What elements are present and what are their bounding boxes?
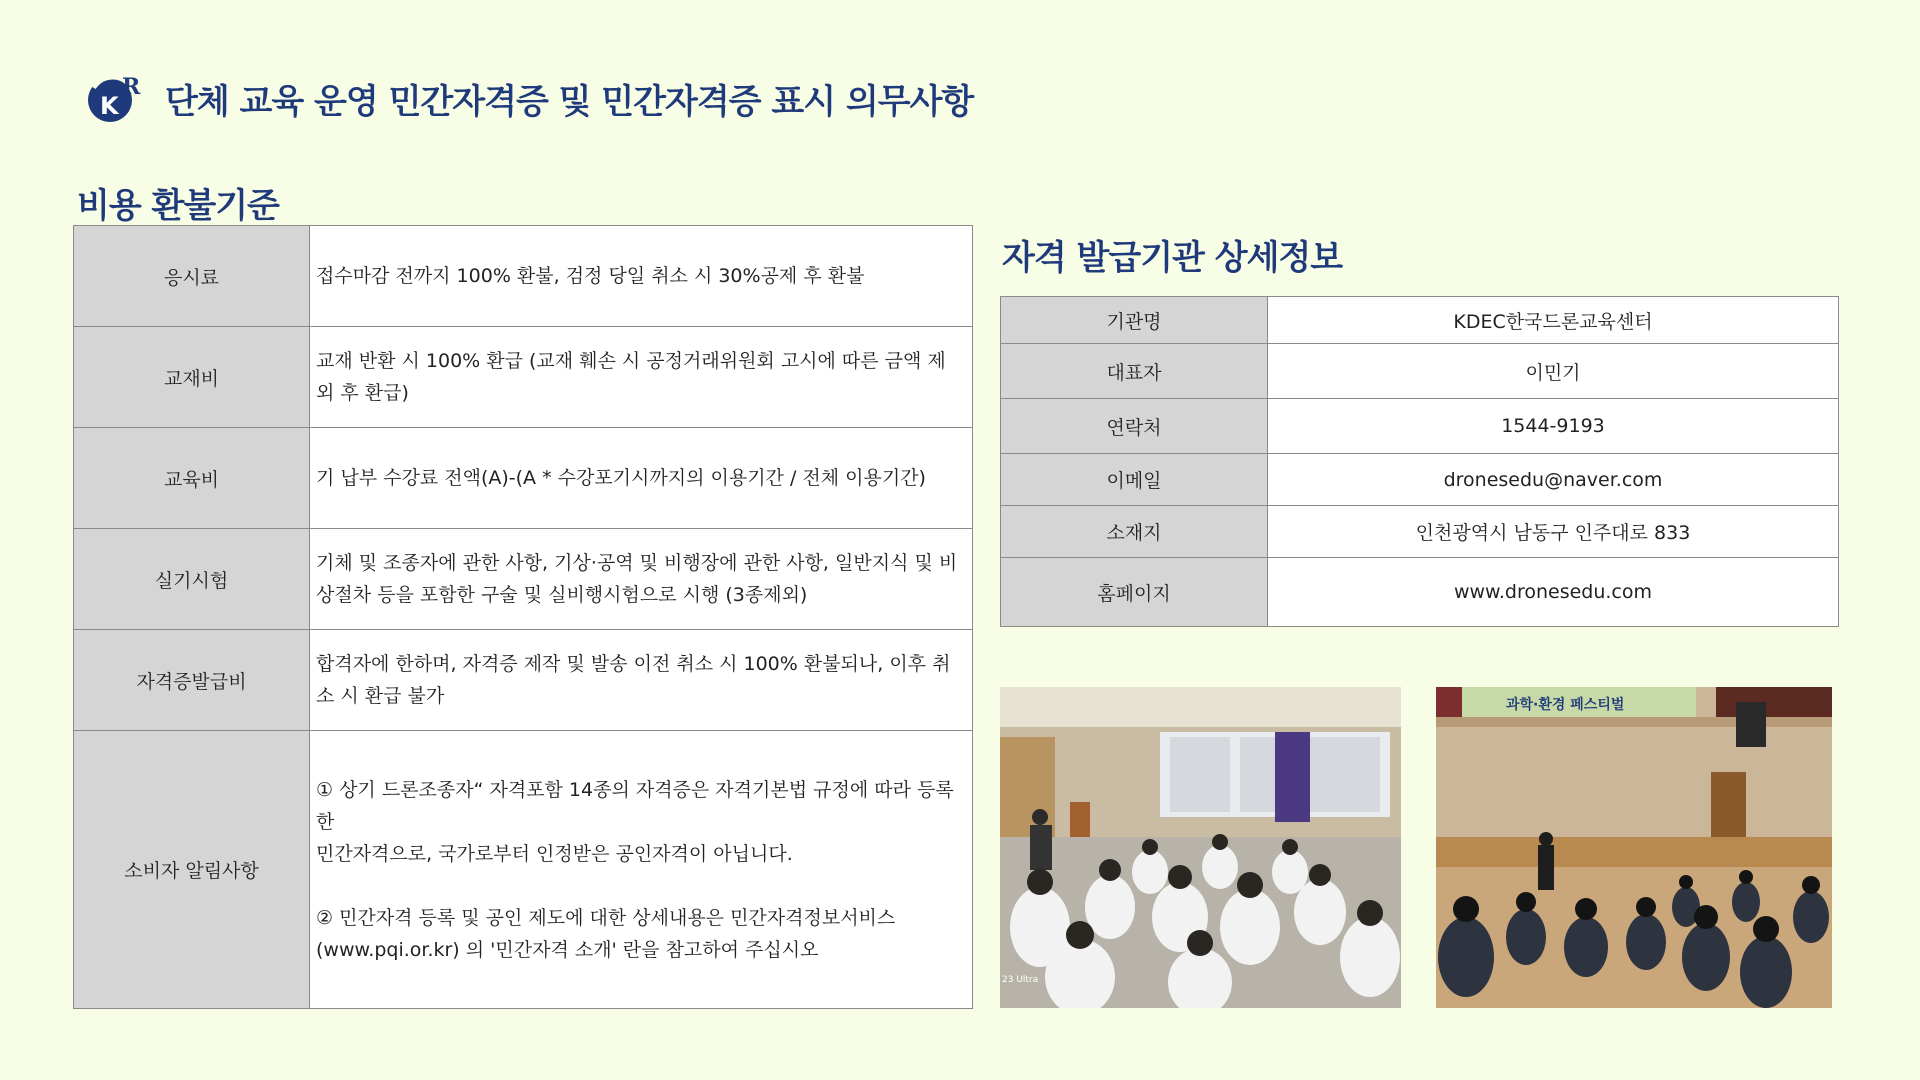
row-label: 소재지 <box>1001 506 1268 558</box>
svg-text:K: K <box>100 92 119 120</box>
row-value <box>310 327 973 428</box>
row-value: dronesedu@naver.com <box>1268 454 1839 506</box>
row-text-line: 민간자격으로, 국가로부터 인정받은 공인자격이 아닙니다. <box>316 842 793 865</box>
stage-photo <box>1436 687 1832 1008</box>
page-title: 단체 교육 운영 민간자격증 및 민간자격증 표시 의무사항 <box>165 82 974 122</box>
row-text-line: 소 시 환급 불가 <box>316 685 445 707</box>
row-value <box>310 630 973 731</box>
row-label: 실기시험 <box>74 529 310 630</box>
table-row <box>1001 454 1839 506</box>
row-text-line: 합격자에 한하며, 자격증 제작 및 발송 이전 취소 시 100% 환불되나, 이후 취 <box>316 653 951 675</box>
issuer-section-title: 자격 발급기관 상세정보 <box>1002 238 1343 278</box>
table-row <box>74 529 973 630</box>
row-text-line: 기체 및 조종자에 관한 사항, 기상·공역 및 비행장에 관한 사항, 일반지식 및 비 <box>316 552 958 574</box>
row-label: 교재비 <box>74 327 310 428</box>
row-text-line: (www.pqi.or.kr) 의 '민간자격 소개' 란을 참고하여 주십시오 <box>316 938 819 961</box>
table-row <box>1001 344 1839 399</box>
row-label: 이메일 <box>1001 454 1268 506</box>
row-label: 대표자 <box>1001 344 1268 399</box>
row-label: 교육비 <box>74 428 310 529</box>
row-value <box>310 731 973 1009</box>
table-row <box>74 630 973 731</box>
refund-table <box>73 225 973 1009</box>
row-text-line: ① 상기 드론조종자“ 자격포함 14종의 자격증은 자격기본법 규정에 따라 등록한 <box>316 778 954 833</box>
photo-caption: 23 Ultra <box>1002 975 1039 985</box>
issuer-table <box>1000 296 1839 627</box>
table-row <box>74 327 973 428</box>
table-row <box>74 428 973 529</box>
row-label: 연락처 <box>1001 399 1268 454</box>
row-value: 인천광역시 남동구 인주대로 833 <box>1268 506 1839 558</box>
refund-section-title: 비용 환불기준 <box>77 186 279 226</box>
classroom-photo <box>1000 687 1401 1008</box>
row-text-line: 외 후 환급) <box>316 382 409 404</box>
photo-banner-text: 과학·환경 페스티벌 <box>1506 697 1625 713</box>
row-value: 1544-9193 <box>1268 399 1839 454</box>
row-value <box>310 226 973 327</box>
row-text-spacer <box>316 870 966 902</box>
table-row <box>74 226 973 327</box>
row-value <box>310 428 973 529</box>
table-row <box>74 731 973 1009</box>
table-row <box>1001 297 1839 344</box>
row-value: 이민기 <box>1268 344 1839 399</box>
row-label: 홈페이지 <box>1001 558 1268 627</box>
row-value <box>310 529 973 630</box>
row-text-line: ② 민간자격 등록 및 공인 제도에 대한 상세내용은 민간자격정보서비스 <box>316 906 896 929</box>
svg-text:R: R <box>122 74 141 100</box>
row-label: 소비자 알림사항 <box>74 731 310 1009</box>
row-text-line: 접수마감 전까지 100% 환불, 검정 당일 취소 시 30%공제 후 환불 <box>316 265 865 287</box>
row-label: 응시료 <box>74 226 310 327</box>
row-label: 자격증발급비 <box>74 630 310 731</box>
kr-logo <box>86 72 142 124</box>
row-label: 기관명 <box>1001 297 1268 344</box>
row-text-line: 교재 반환 시 100% 환급 (교재 훼손 시 공정거래위원회 고시에 따른 금액 제 <box>316 350 946 372</box>
table-row <box>1001 399 1839 454</box>
table-row <box>1001 558 1839 627</box>
row-text-line: 기 납부 수강료 전액(A)-(A * 수강포기시까지의 이용기간 / 전체 이용기간) <box>316 467 926 489</box>
row-text-line: 상절차 등을 포함한 구술 및 실비행시험으로 시행 (3종제외) <box>316 584 808 606</box>
row-value: www.dronesedu.com <box>1268 558 1839 627</box>
row-value: KDEC한국드론교육센터 <box>1268 297 1839 344</box>
table-row <box>1001 506 1839 558</box>
